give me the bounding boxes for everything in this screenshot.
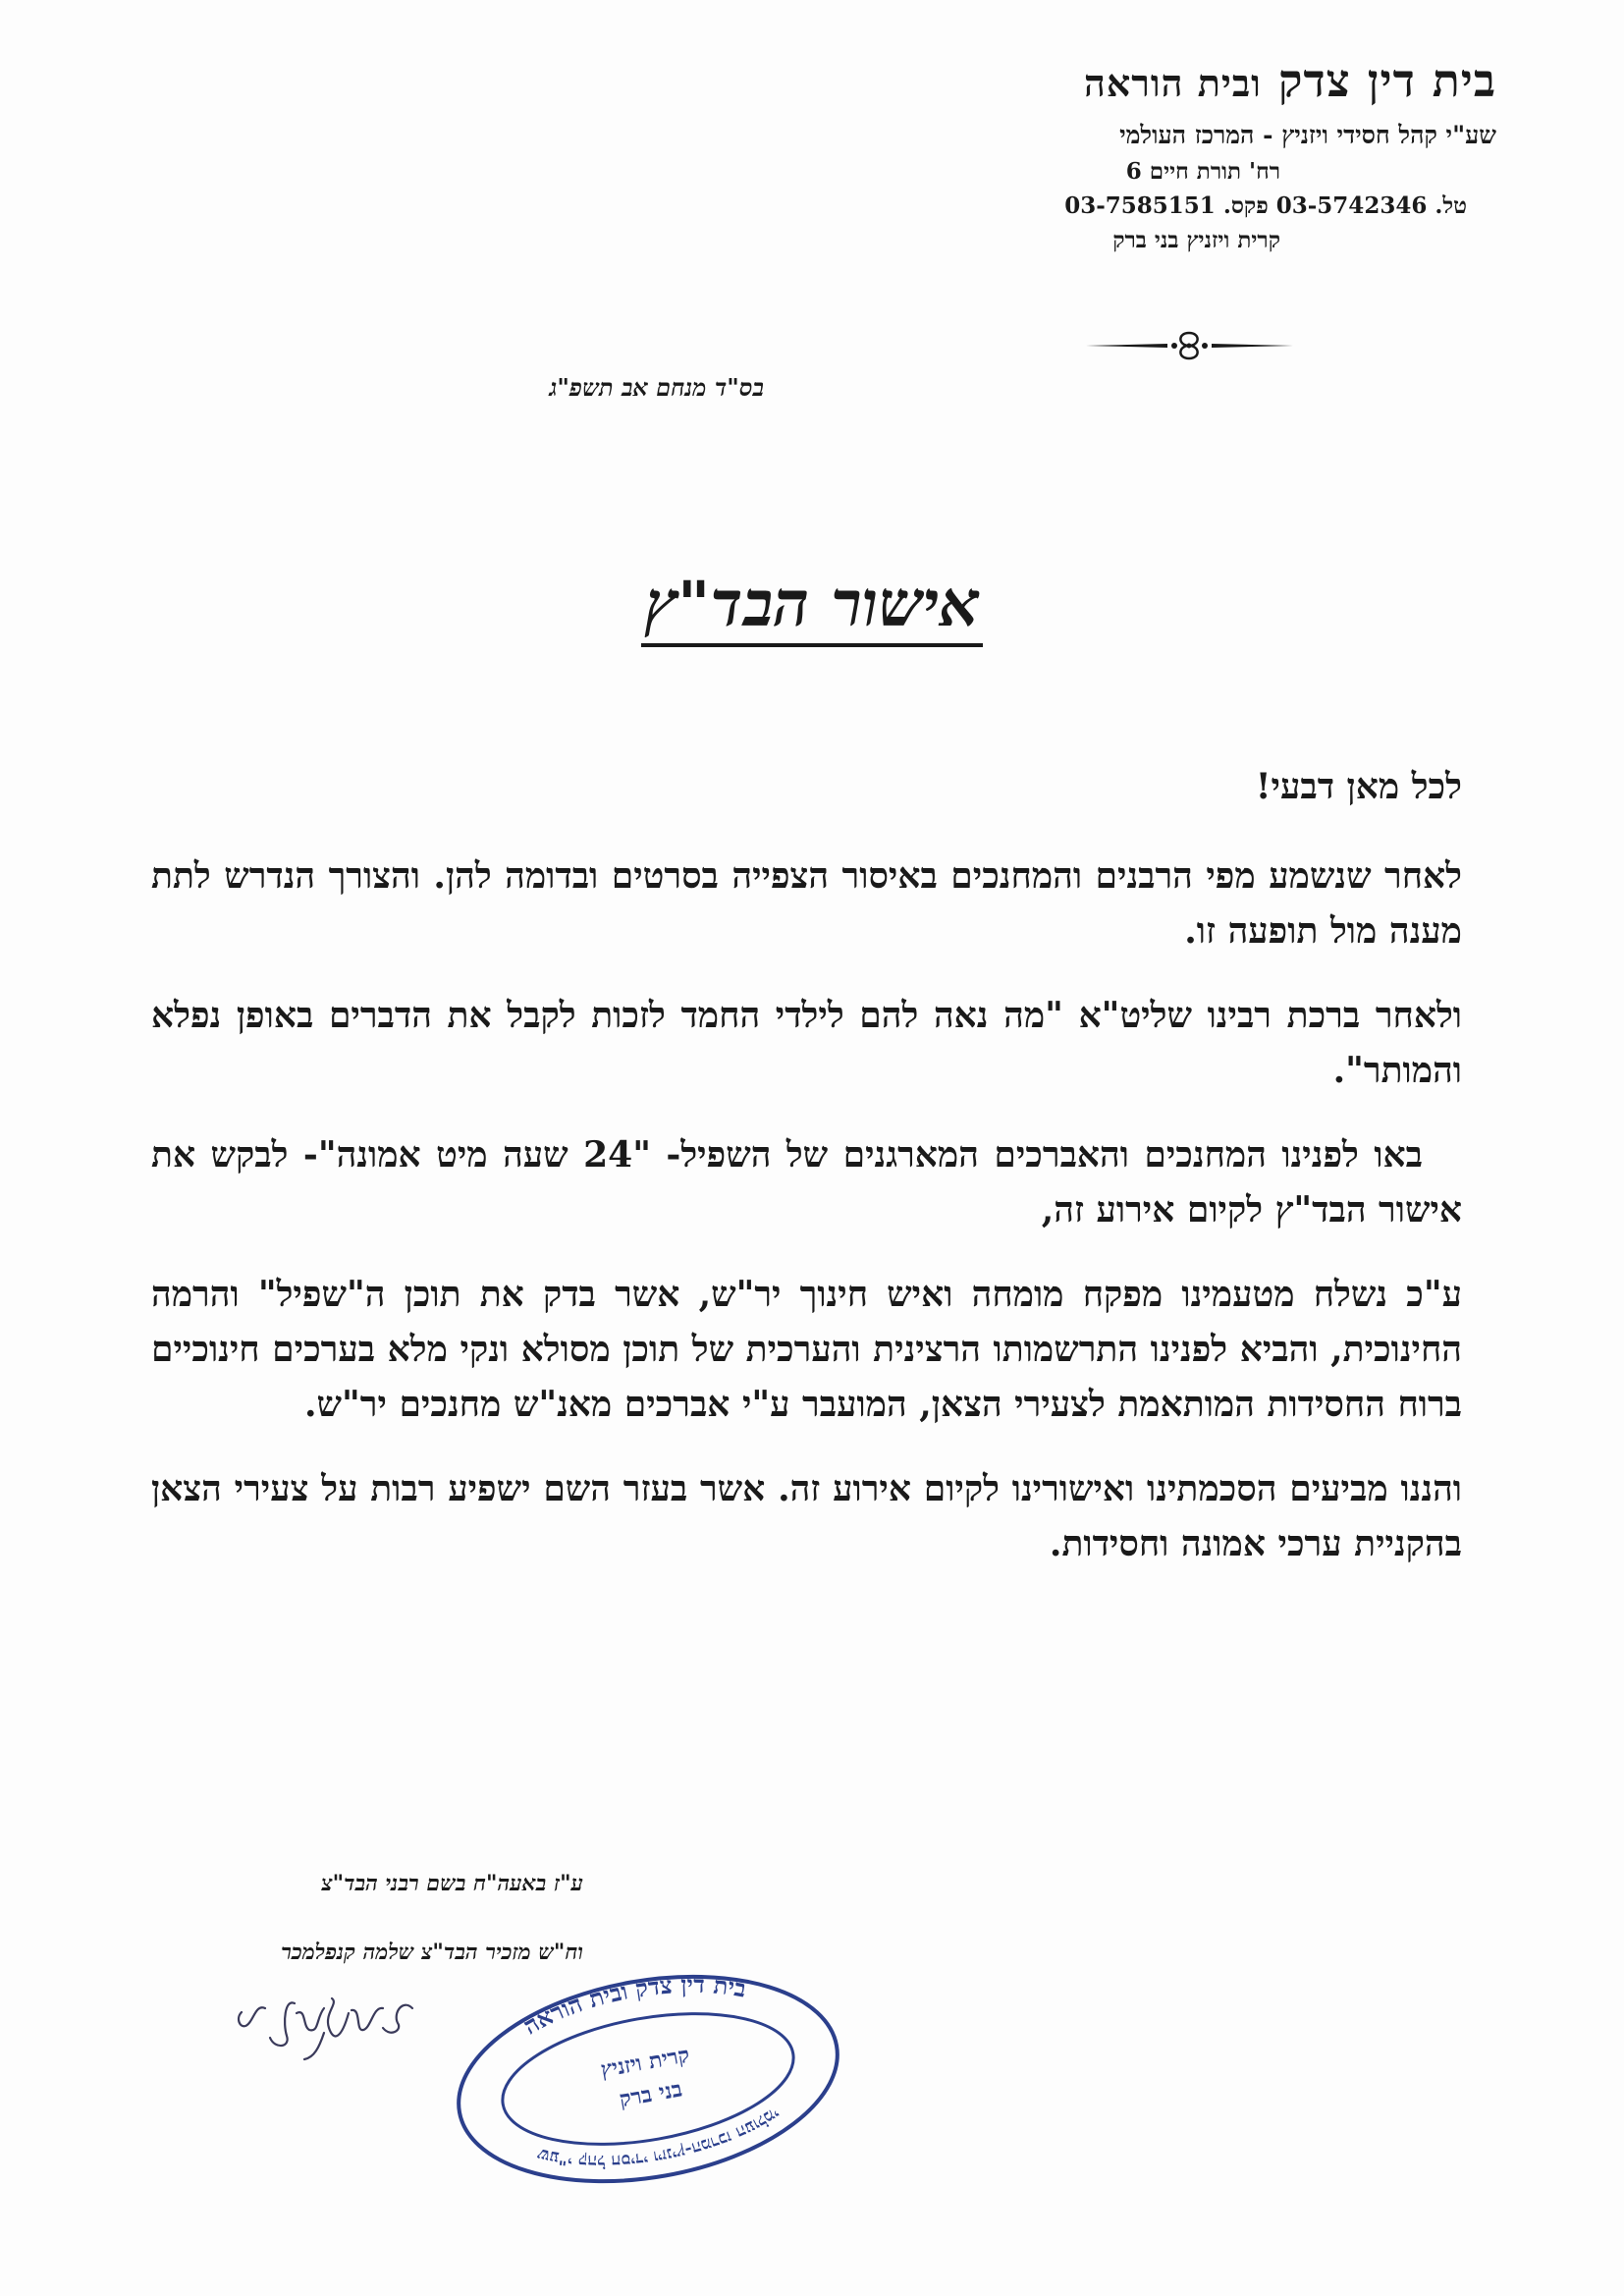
document-title [0,568,1624,641]
paragraph-4: ע"כ נשלח מטעמינו מפקח מומחה ואיש חינוך יר"ש, אשר בדק את תוכן ה"שפיל" והרמה החינוכית, והביא לפנינו התרשמותו הרצינית והערכית של תוכן מסולא ונקי מלא בערכים חינוכיים ברוח החסידות המותאמת לצעירי הצאן, המועבר ע"י אברכים מאנ"ש מחנכים יר"ש. [151,1274,1462,1425]
letterhead-title-main: בית דין צדק [1277,54,1496,107]
letterhead-subtitle: שע"י קהל חסידי ויזניץ - המרכז העולמי [1119,121,1496,149]
letterhead-title-tail: ובית הוראה [1083,61,1262,105]
handwritten-signature [226,1969,422,2067]
paragraph-1: לאחר שנשמע מפי הרבנים והמחנכים באיסור הצפייה בסרטים ובדומה להן. והצורך הנדרש לתת מענה מול תופעה זו. [151,855,1462,952]
stamp-outer-bottom-text: שע"י קהל חסידי ויזניץ-המרכז העולמי [535,2103,784,2171]
ornament-divider [1084,329,1295,362]
stamp-outer-top-text: בית דין צדק ובית הוראה [517,1969,749,2041]
letter-body [151,766,1462,1601]
signoff-line-1: ע"ז באעה"ח בשם רבני הבד"צ [321,1871,583,1896]
letter-date: בס"ד מנחם אב תשפ"ג [549,373,764,402]
letterhead-phone: טל. 03-5742346 פקס. 03-7585151 [1064,192,1467,219]
official-stamp [437,1959,859,2200]
paragraph-3: באו לפנינו המחנכים והאברכים המארגנים של השפיל- "24 שעה מיט אמונה"- לבקש את אישור הבד"ץ לקיום אירוע זה, [151,1134,1462,1230]
letterhead-street: רח' תורת חיים 6 [1125,158,1280,185]
paragraph-2: ולאחר ברכת רבינו שליט"א "מה נאה להם לילדי החמד לזכות לקבל את הדברים באופן נפלא והמותר". [151,995,1462,1091]
stamp-inner-line-1: קרית ויזניץ [598,2042,692,2083]
greeting: לכל מאן דבעי! [1255,766,1462,807]
letterhead-city: קרית ויזניץ בני ברק [1112,227,1280,253]
document-title-text: אישור הבד"ץ [641,568,984,647]
letterhead [789,54,1496,253]
letterhead-title [789,54,1496,107]
paragraph-5: והננו מביעים הסכמתינו ואישורינו לקיום אירוע זה. אשר בעזר השם ישפיע רבות על צעירי הצאן בהקניית ערכי אמונה וחסידות. [151,1468,1462,1564]
signoff-line-2: וח"ש מזכיר הבד"צ שלמה קנפלמכר [281,1940,583,1965]
stamp-inner-line-2: בני ברק [617,2076,684,2113]
